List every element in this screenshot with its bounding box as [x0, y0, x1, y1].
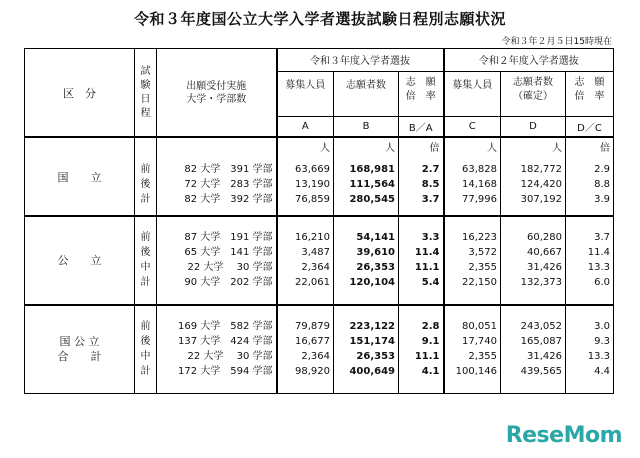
r3-applicants: 168,981 111,564 280,545	[334, 154, 399, 216]
r3-ratio: 2.7 8.5 3.7	[399, 154, 444, 216]
schedule-header: 試 験 日 程	[135, 49, 157, 138]
r3-capacity-header: 募集人員	[277, 71, 334, 116]
applications-table	[24, 48, 614, 394]
r3-capacity-letter: A	[277, 117, 334, 138]
r3-ratio: 2.8 9.1 11.1 4.1	[399, 305, 444, 394]
schedule-list: 前 後 計	[135, 154, 157, 216]
r2-ratio: 3.0 9.3 13.3 4.4	[566, 305, 614, 394]
r2-applicants: 243,052 165,087 31,426 439,565	[501, 305, 566, 394]
r2-capacity: 16,223 3,572 2,355 22,150	[444, 216, 501, 305]
r3-capacity: 79,879 16,677 2,364 98,920	[277, 305, 334, 394]
univ-counts: 82 大学 391 学部 72 大学 283 学部 82 大学 392 学部	[157, 154, 277, 216]
unit: 倍	[566, 137, 614, 154]
resemom-logo: ReseMom	[505, 423, 622, 448]
schedule-list: 前 後 中 計	[135, 305, 157, 394]
r3-applicants: 54,141 39,610 26,353 120,104	[334, 216, 399, 305]
r2-applicants-header: 志願者数 （確定）	[501, 71, 566, 116]
schedule-list: 前 後 中 計	[135, 216, 157, 305]
r2-capacity-header: 募集人員	[444, 71, 501, 116]
r3-applicants: 223,122 151,174 26,353 400,649	[334, 305, 399, 394]
r2-ratio-header: 志 願 倍 率	[566, 71, 614, 116]
univ-count-header: 出願受付実施 大学・学部数	[157, 49, 277, 138]
r2-applicants: 60,280 40,667 31,426 132,373	[501, 216, 566, 305]
r3-ratio-letter: B／A	[399, 117, 444, 138]
r2-group-header: 令和２年度入学者選抜	[444, 49, 614, 72]
category-public: 公 立	[25, 216, 135, 305]
r2-applicants-letter: D	[501, 117, 566, 138]
category-header: 区 分	[25, 49, 135, 138]
r3-capacity: 63,669 13,190 76,859	[277, 154, 334, 216]
r2-capacity-letter: C	[444, 117, 501, 138]
r3-applicants-letter: B	[334, 117, 399, 138]
univ-counts: 87 大学 191 学部 65 大学 141 学部 22 大学 30 学部 90 大学 202 学部	[157, 216, 277, 305]
unit: 人	[334, 137, 399, 154]
r2-ratio: 2.9 8.8 3.9	[566, 154, 614, 216]
r3-capacity: 16,210 3,487 2,364 22,061	[277, 216, 334, 305]
r3-group-header: 令和３年度入学者選抜	[277, 49, 444, 72]
r3-applicants-header: 志願者数	[334, 71, 399, 116]
r3-ratio-header: 志 願 倍 率	[399, 71, 444, 116]
unit: 人	[277, 137, 334, 154]
r2-capacity: 80,051 17,740 2,355 100,146	[444, 305, 501, 394]
unit: 人	[501, 137, 566, 154]
page-title: 令和３年度国公立大学入学者選抜試験日程別志願状況	[133, 10, 506, 28]
r3-ratio: 3.3 11.4 11.1 5.4	[399, 216, 444, 305]
unit: 倍	[399, 137, 444, 154]
r2-ratio-letter: D／C	[566, 117, 614, 138]
r2-ratio: 3.7 11.4 13.3 6.0	[566, 216, 614, 305]
unit: 人	[444, 137, 501, 154]
univ-counts: 169 大学 582 学部 137 大学 424 学部 22 大学 30 学部 172 大学 594 学部	[157, 305, 277, 394]
category-national: 国 立	[25, 137, 135, 215]
category-total: 国 公 立 合 計	[25, 305, 135, 394]
r2-applicants: 182,772 124,420 307,192	[501, 154, 566, 216]
as-of-date: 令和３年２月５日15時現在	[501, 37, 612, 47]
r2-capacity: 63,828 14,168 77,996	[444, 154, 501, 216]
